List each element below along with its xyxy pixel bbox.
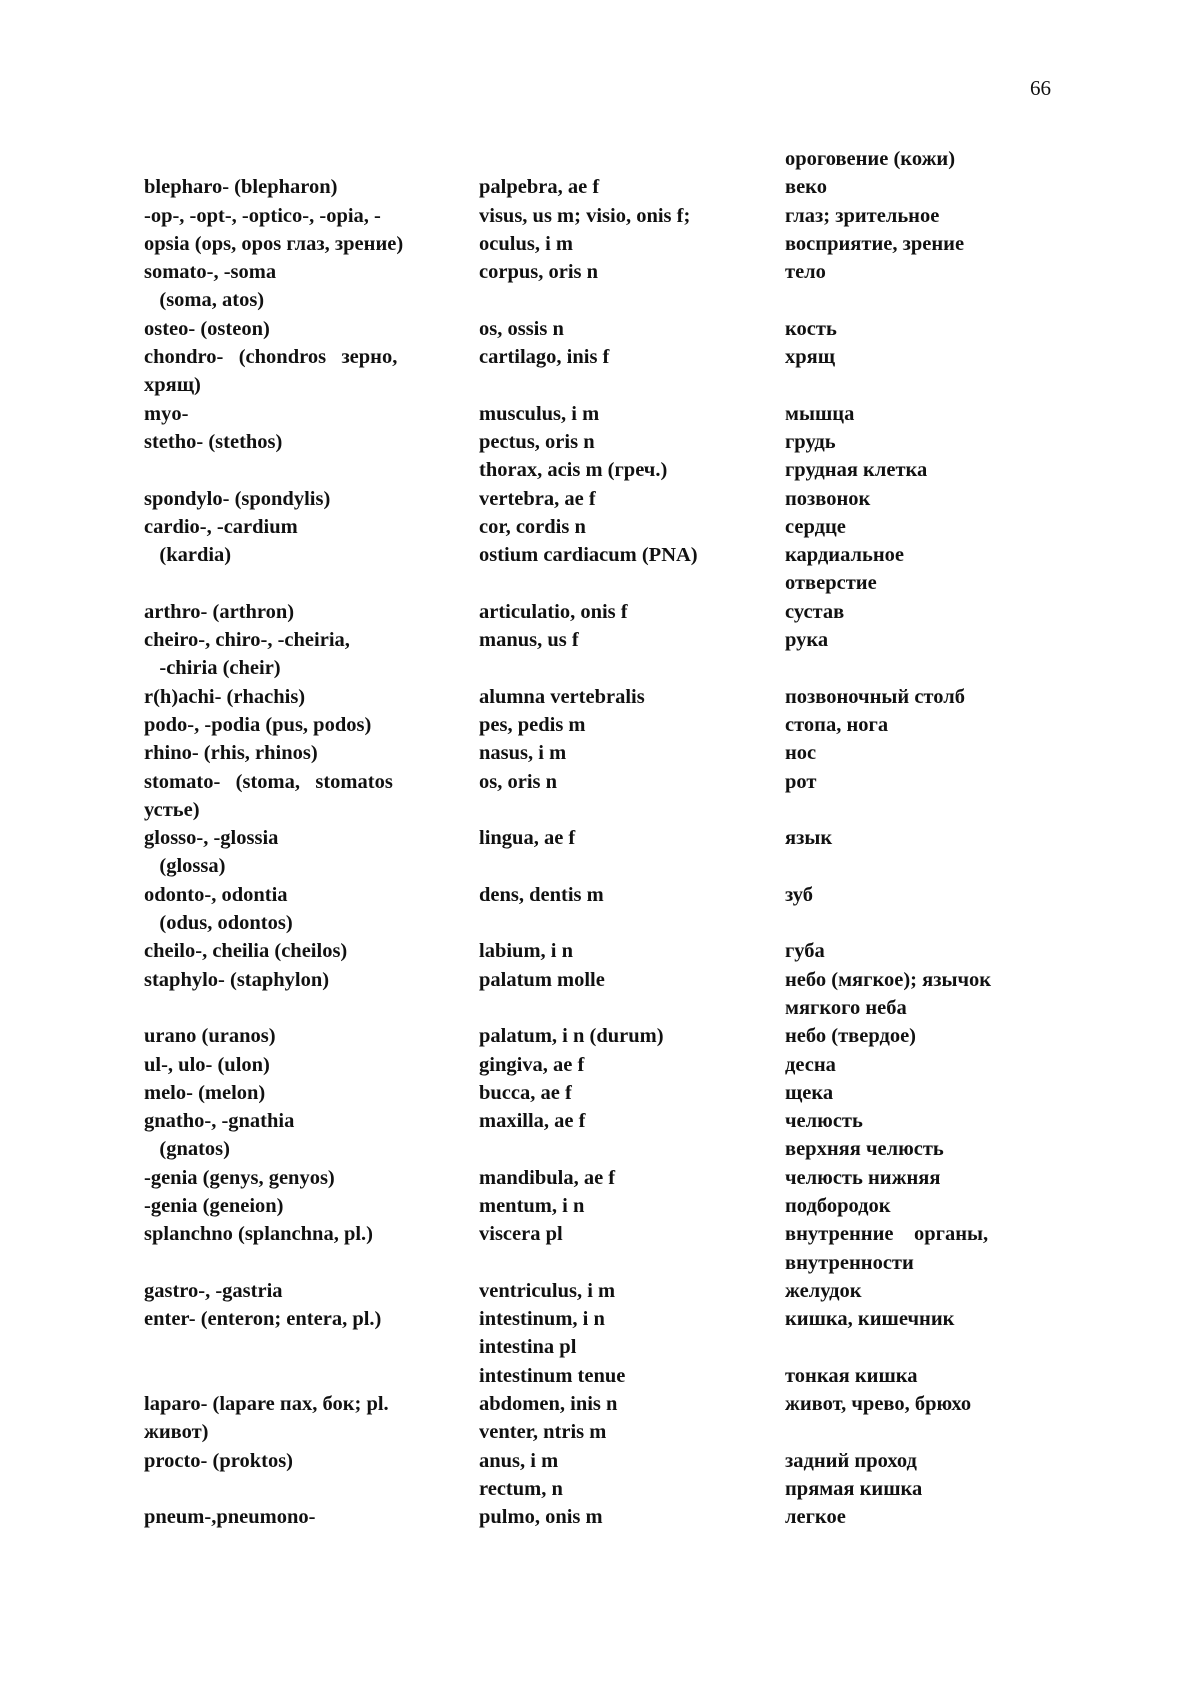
glossary-row <box>144 145 1044 173</box>
latin-term-cell: manus, us f <box>479 629 579 652</box>
greek-term-cell: chondro- (chondros зерно, хрящ) <box>144 346 398 397</box>
latin-term-cell: abdomen, inis n venter, ntris m <box>479 1393 618 1444</box>
latin-term-cell: corpus, oris n <box>479 261 599 284</box>
greek-term-cell: -genia (geneion) <box>144 1194 284 1217</box>
latin-term-cell: ventriculus, i m <box>479 1279 616 1302</box>
latin-term-cell: palpebra, ae f <box>479 176 600 199</box>
glossary-row <box>144 173 1044 201</box>
glossary-row <box>144 966 1044 1023</box>
greek-term-cell: podo-, -podia (pus, podos) <box>144 713 372 736</box>
latin-term-cell: dens, dentis m <box>479 883 604 906</box>
russian-term-cell: веко <box>785 176 827 199</box>
glossary-row <box>144 513 1044 598</box>
latin-term-cell: lingua, ae f <box>479 827 576 850</box>
glossary-row <box>144 485 1044 513</box>
greek-term-cell: staphylo- (staphylon) <box>144 968 330 991</box>
latin-term-cell: intestinum, i n intestina pl intestinum tenue <box>479 1308 626 1387</box>
latin-term-cell: nasus, i m <box>479 742 567 765</box>
russian-term-cell: кишка, кишечник тонкая кишка <box>785 1308 955 1387</box>
greek-term-cell: myo- <box>144 402 189 425</box>
greek-term-cell: enter- (enteron; entera, pl.) <box>144 1308 382 1331</box>
greek-term-cell: spondylo- (spondylis) <box>144 487 331 510</box>
latin-term-cell: anus, i m rectum, n <box>479 1449 563 1500</box>
russian-term-cell: челюсть нижняя <box>785 1166 941 1189</box>
greek-term-cell: glosso-, -glossia (glossa) <box>144 827 279 878</box>
glossary-row <box>144 626 1044 683</box>
glossary-row <box>144 768 1044 825</box>
latin-term-cell: os, oris n <box>479 770 558 793</box>
greek-term-cell: cheilo-, cheilia (cheilos) <box>144 940 348 963</box>
glossary-row <box>144 598 1044 626</box>
latin-term-cell: cartilago, inis f <box>479 346 610 369</box>
russian-term-cell: живот, чрево, брюхо <box>785 1393 972 1416</box>
russian-term-cell: хрящ <box>785 346 836 369</box>
glossary-row <box>144 1107 1044 1164</box>
glossary-row <box>144 1305 1044 1390</box>
russian-term-cell: подбородок <box>785 1194 891 1217</box>
greek-term-cell: rhino- (rhis, rhinos) <box>144 742 318 765</box>
latin-term-cell: articulatio, onis f <box>479 600 628 623</box>
russian-term-cell: позвонок <box>785 487 871 510</box>
latin-term-cell: pulmo, onis m <box>479 1506 603 1529</box>
greek-term-cell: osteo- (osteon) <box>144 317 270 340</box>
russian-term-cell: стопа, нога <box>785 713 889 736</box>
russian-term-cell: грудь грудная клетка <box>785 430 928 482</box>
russian-term-cell: нос <box>785 742 817 765</box>
russian-term-cell: сустав <box>785 600 845 623</box>
latin-term-cell: musculus, i m <box>479 402 600 425</box>
latin-term-cell: cor, cordis n ostium cardiacum (PNA) <box>479 515 698 567</box>
latin-term-cell: os, ossis n <box>479 317 564 340</box>
russian-term-cell: челюсть верхняя челюсть <box>785 1110 944 1161</box>
greek-term-cell: r(h)achi- (rhachis) <box>144 685 306 708</box>
glossary-row <box>144 739 1044 767</box>
greek-term-cell: stetho- (stethos) <box>144 430 283 453</box>
greek-term-cell: procto- (proktos) <box>144 1449 293 1472</box>
latin-term-cell: palatum, i n (durum) <box>479 1025 664 1048</box>
latin-term-cell: mentum, i n <box>479 1194 585 1217</box>
latin-term-cell: vertebra, ae f <box>479 487 596 510</box>
glossary-table <box>144 145 1044 1532</box>
glossary-row <box>144 1051 1044 1079</box>
russian-term-cell: язык <box>785 827 833 850</box>
russian-term-cell: внутренние органы, внутренности <box>785 1223 989 1274</box>
latin-term-cell: pes, pedis m <box>479 713 586 736</box>
glossary-row <box>144 258 1044 315</box>
greek-term-cell: blepharo- (blepharon) <box>144 176 338 199</box>
latin-term-cell: maxilla, ae f <box>479 1110 586 1133</box>
greek-term-cell: odonto-, odontia (odus, odontos) <box>144 883 293 935</box>
greek-term-cell: gnatho-, -gnathia (gnatos) <box>144 1110 295 1161</box>
russian-term-cell: губа <box>785 940 825 963</box>
greek-term-cell: pneum-,pneumono- <box>144 1506 316 1529</box>
russian-term-cell: позвоночный столб <box>785 685 965 708</box>
glossary-row <box>144 881 1044 938</box>
latin-term-cell: labium, i n <box>479 940 573 963</box>
russian-term-cell: мышца <box>785 402 855 425</box>
glossary-row <box>144 1079 1044 1107</box>
glossary-row <box>144 343 1044 400</box>
greek-term-cell: laparo- (lapare пах, бок; pl. живот) <box>144 1393 389 1444</box>
greek-term-cell: ul-, ulo- (ulon) <box>144 1053 270 1076</box>
russian-term-cell: щека <box>785 1081 834 1104</box>
greek-term-cell: cardio-, -cardium (kardia) <box>144 515 298 567</box>
glossary-row <box>144 824 1044 881</box>
glossary-row <box>144 711 1044 739</box>
glossary-row <box>144 1503 1044 1531</box>
greek-term-cell <box>144 145 479 173</box>
latin-term-cell: visus, us m; visio, onis f; oculus, i m <box>479 204 691 255</box>
glossary-row <box>144 202 1044 259</box>
russian-term-cell: десна <box>785 1053 836 1076</box>
russian-term-cell: задний проход прямая кишка <box>785 1449 923 1500</box>
latin-term-cell: alumna vertebralis <box>479 685 645 708</box>
greek-term-cell: gastro-, -gastria <box>144 1279 283 1302</box>
russian-term-cell: ороговение (кожи) <box>785 148 956 170</box>
russian-term-cell: рот <box>785 770 817 793</box>
latin-term-cell: pectus, oris n thorax, acis m (греч.) <box>479 430 668 482</box>
greek-term-cell: arthro- (arthron) <box>144 600 295 623</box>
russian-term-cell: зуб <box>785 883 814 906</box>
glossary-row <box>144 683 1044 711</box>
greek-term-cell: cheiro-, chiro-, -cheiria, -chiria (cheir) <box>144 629 350 680</box>
glossary-row <box>144 937 1044 965</box>
latin-term-cell: bucca, ae f <box>479 1081 572 1104</box>
glossary-row <box>144 428 1044 485</box>
russian-term-cell: небо (мягкое); язычок мягкого неба <box>785 968 992 1019</box>
greek-term-cell: splanchno (splanchna, pl.) <box>144 1223 374 1246</box>
russian-term-cell: кость <box>785 317 837 340</box>
russian-term-cell: сердце кардиальное отверстие <box>785 515 904 595</box>
greek-term-cell: urano (uranos) <box>144 1025 276 1048</box>
latin-term-cell: mandibula, ae f <box>479 1166 616 1189</box>
russian-term-cell: небо (твердое) <box>785 1025 917 1048</box>
greek-term-cell: melo- (melon) <box>144 1081 266 1104</box>
russian-term-cell: желудок <box>785 1279 862 1302</box>
glossary-row <box>144 400 1044 428</box>
russian-term-cell: рука <box>785 629 829 652</box>
russian-term-cell: тело <box>785 261 826 284</box>
glossary-row <box>144 1390 1044 1447</box>
greek-term-cell: -op-, -opt-, -optico-, -opia, - opsia (ops, opos глаз, зрение) <box>144 204 404 255</box>
russian-term-cell: легкое <box>785 1506 846 1529</box>
glossary-row <box>144 1192 1044 1220</box>
glossary-row <box>144 1220 1044 1277</box>
glossary-row <box>144 1277 1044 1305</box>
latin-term-cell: palatum molle <box>479 968 605 991</box>
russian-term-cell: глаз; зрительное восприятие, зрение <box>785 204 965 255</box>
glossary-row <box>144 315 1044 343</box>
page-number: 66 <box>1030 76 1051 100</box>
greek-term-cell: somato-, -soma (soma, atos) <box>144 261 277 312</box>
glossary-row <box>144 1022 1044 1050</box>
latin-term-cell <box>479 145 785 173</box>
latin-term-cell: viscera pl <box>479 1223 563 1246</box>
greek-term-cell: -genia (genys, genyos) <box>144 1166 335 1189</box>
glossary-row <box>144 1447 1044 1504</box>
glossary-row <box>144 1164 1044 1192</box>
latin-term-cell: gingiva, ae f <box>479 1053 585 1076</box>
greek-term-cell: stomato- (stoma, stomatos устье) <box>144 770 393 821</box>
